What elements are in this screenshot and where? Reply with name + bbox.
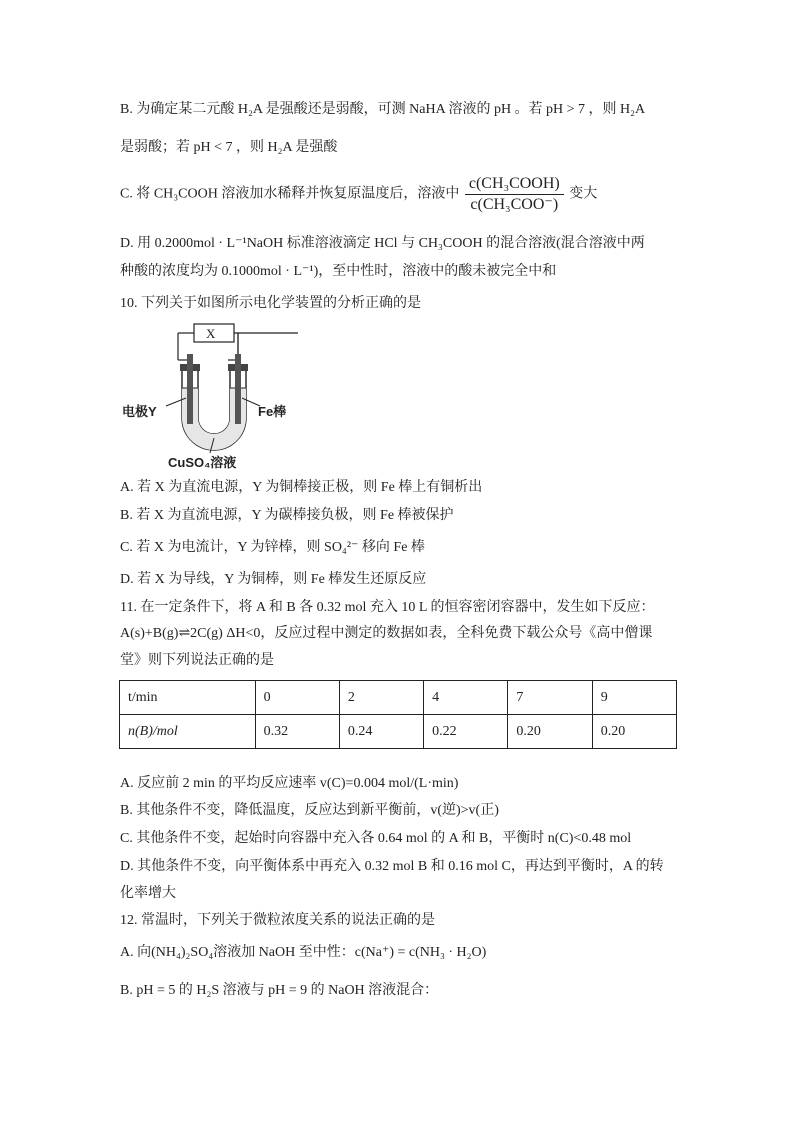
q11-option-d-line1: D. 其他条件不变，向平衡体系中再充入 0.32 mol B 和 0.16 mol C，再达到平衡时，A 的转 (120, 859, 664, 874)
table-cell: 0.22 (424, 715, 508, 749)
table-cell: 0.20 (508, 715, 592, 749)
ratio-denominator: c(CH₃COO⁻) (470, 196, 559, 213)
q12-stem: 12. 常温时，下列关于微粒浓度关系的说法正确的是 (120, 913, 435, 928)
q9-option-c (120, 174, 597, 215)
q10-stem: 10. 下列关于如图所示电化学装置的分析正确的是 (120, 296, 421, 311)
q10-option-a: A. 若 X 为直流电源，Y 为铜棒接正极，则 Fe 棒上有铜析出 (120, 480, 483, 495)
q10-option-b: B. 若 X 为直流电源，Y 为碳棒接负极，则 Fe 棒被保护 (120, 508, 454, 523)
q9-option-b-line1: B. 为确定某二元酸 H₂A 是强酸还是弱酸，可测 NaHA 溶液的 pH 。若 pH > 7 ，则 H₂A (120, 102, 646, 117)
q11-stem-line2: A(s)+B(g)⇌2C(g) ΔH<0，反应过程中测定的数据如表，全科免费下载公众号《高中僧课 (120, 626, 653, 641)
table-row (120, 715, 677, 749)
table-cell: 0 (255, 681, 339, 715)
table-cell: t/min (120, 681, 256, 715)
table-row (120, 681, 677, 715)
q12-option-a: A. 向(NH₄)₂SO₄溶液加 NaOH 至中性：c(Na⁺) = c(NH₃ · H₂O) (120, 945, 487, 960)
q9-option-d-line2: 种酸的浓度均为 0.1000mol · L⁻¹)，至中性时，溶液中的酸未被完全中和 (120, 264, 557, 279)
q11-option-b: B. 其他条件不变，降低温度，反应达到新平衡前，v(逆)>v(正) (120, 803, 499, 818)
q11-option-c: C. 其他条件不变，起始时向容器中充入各 0.64 mol 的 A 和 B，平衡时 n(C)<0.48 mol (120, 831, 632, 846)
table-cell: 4 (424, 681, 508, 715)
q9-option-c-prefix: C. 将 CH₃COOH 溶液加水稀释并恢复原温度后，溶液中 (120, 186, 460, 202)
q12-option-b: B. pH = 5 的 H₂S 溶液与 pH = 9 的 NaOH 溶液混合： (120, 983, 439, 998)
q11-stem-line3: 堂》则下列说法正确的是 (120, 653, 274, 668)
q9-option-b-line2: 是弱酸；若 pH < 7 ，则 H₂A 是强酸 (120, 140, 338, 155)
reaction-data-table (119, 680, 677, 749)
diagram-electrode-y-label: 电极Y (122, 404, 157, 419)
electrochemical-cell-diagram (118, 318, 298, 473)
table-cell: 0.24 (339, 715, 423, 749)
diagram-solution-label: CuSO₄溶液 (168, 455, 237, 470)
q11-option-a: A. 反应前 2 min 的平均反应速率 v(C)=0.004 mol/(L·min) (120, 776, 459, 791)
concentration-ratio (465, 174, 564, 215)
table-cell: 0.32 (255, 715, 339, 749)
q11-stem-line1: 11. 在一定条件下，将 A 和 B 各 0.32 mol 充入 10 L 的恒容密闭容器中，发生如下反应： (120, 600, 655, 615)
table-cell: 9 (592, 681, 676, 715)
table-cell: 2 (339, 681, 423, 715)
table-cell: n(B)/mol (120, 715, 256, 749)
ratio-numerator: c(CH₃COOH) (465, 174, 564, 195)
q9-option-c-suffix: 变大 (569, 186, 598, 202)
q10-option-d: D. 若 X 为导线，Y 为铜棒，则 Fe 棒发生还原反应 (120, 572, 427, 587)
diagram-box-label: X (206, 326, 216, 341)
q10-option-c: C. 若 X 为电流计，Y 为锌棒，则 SO₄²⁻ 移向 Fe 棒 (120, 540, 425, 555)
q11-option-d-line2: 化率增大 (120, 886, 176, 901)
table-cell: 0.20 (592, 715, 676, 749)
diagram-fe-rod-label: Fe棒 (258, 404, 287, 419)
q9-option-d-line1: D. 用 0.2000mol · L⁻¹NaOH 标准溶液滴定 HCl 与 CH₃COOH 的混合溶液(混合溶液中两 (120, 236, 645, 251)
table-cell: 7 (508, 681, 592, 715)
